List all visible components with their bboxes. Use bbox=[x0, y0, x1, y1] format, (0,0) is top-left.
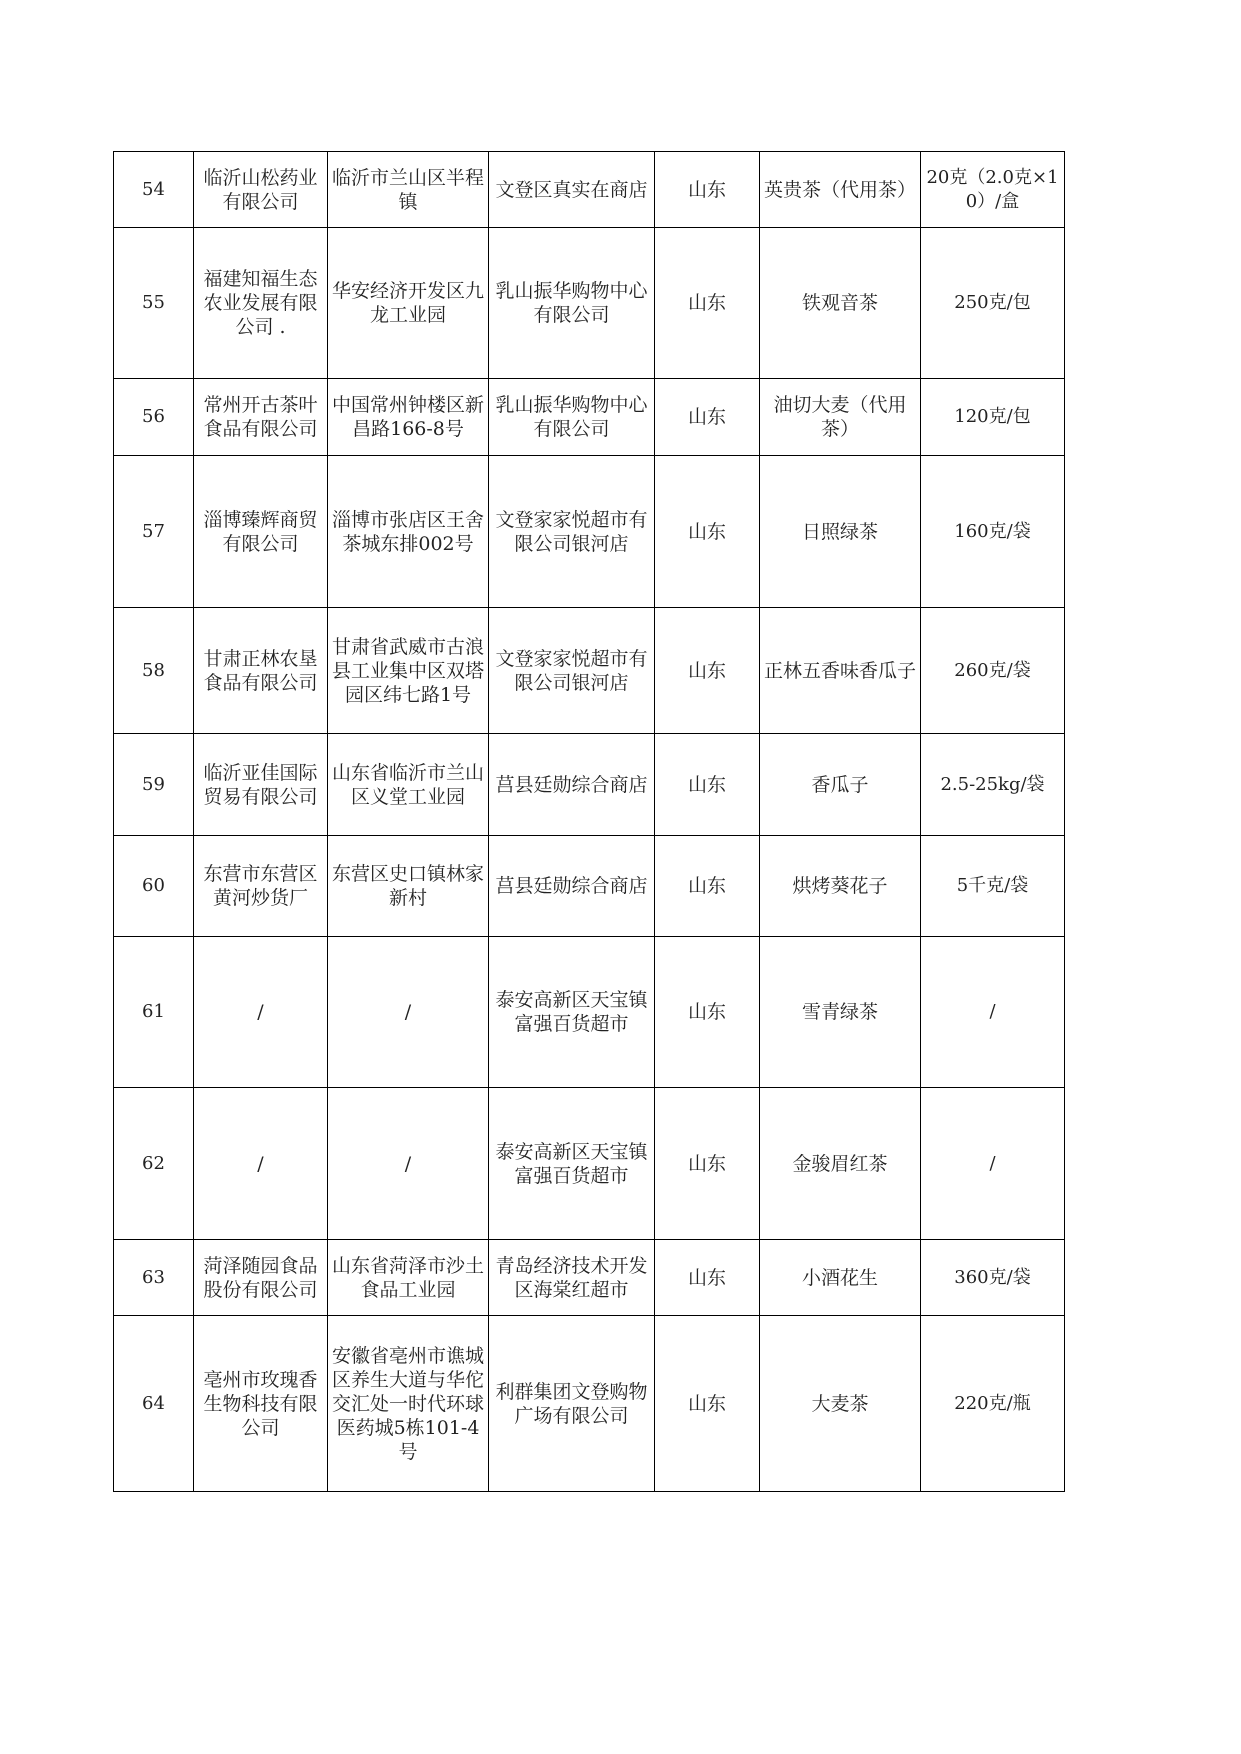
cell-seller: 泰安高新区天宝镇富强百货超市 bbox=[489, 1088, 655, 1240]
cell-address: / bbox=[328, 1088, 489, 1240]
cell-seller: 文登区真实在商店 bbox=[489, 152, 655, 228]
cell-no: 58 bbox=[114, 608, 194, 734]
cell-seller: 青岛经济技术开发区海棠红超市 bbox=[489, 1240, 655, 1316]
cell-manufacturer: 菏泽随园食品股份有限公司 bbox=[194, 1240, 328, 1316]
cell-address: 山东省临沂市兰山区义堂工业园 bbox=[328, 734, 489, 836]
table-row bbox=[114, 1316, 1065, 1492]
cell-manufacturer: 甘肃正林农垦食品有限公司 bbox=[194, 608, 328, 734]
cell-spec: 260克/袋 bbox=[921, 608, 1065, 734]
table-row bbox=[114, 152, 1065, 228]
cell-province: 山东 bbox=[655, 379, 760, 456]
table-row bbox=[114, 379, 1065, 456]
cell-no: 57 bbox=[114, 456, 194, 608]
cell-product: 雪青绿茶 bbox=[760, 937, 921, 1088]
cell-province: 山东 bbox=[655, 1088, 760, 1240]
cell-product: 烘烤葵花子 bbox=[760, 836, 921, 937]
cell-manufacturer: 淄博臻辉商贸有限公司 bbox=[194, 456, 328, 608]
cell-manufacturer: / bbox=[194, 1088, 328, 1240]
cell-no: 61 bbox=[114, 937, 194, 1088]
table-row bbox=[114, 1240, 1065, 1316]
cell-seller: 文登家家悦超市有限公司银河店 bbox=[489, 456, 655, 608]
cell-no: 64 bbox=[114, 1316, 194, 1492]
cell-no: 54 bbox=[114, 152, 194, 228]
cell-province: 山东 bbox=[655, 1240, 760, 1316]
table-row bbox=[114, 608, 1065, 734]
cell-spec: 5千克/袋 bbox=[921, 836, 1065, 937]
cell-province: 山东 bbox=[655, 608, 760, 734]
table-row bbox=[114, 1088, 1065, 1240]
cell-seller: 乳山振华购物中心有限公司 bbox=[489, 379, 655, 456]
cell-manufacturer: 亳州市玫瑰香生物科技有限公司 bbox=[194, 1316, 328, 1492]
table-row bbox=[114, 734, 1065, 836]
cell-address: 甘肃省武威市古浪县工业集中区双塔园区纬七路1号 bbox=[328, 608, 489, 734]
cell-manufacturer: 常州开古茶叶食品有限公司 bbox=[194, 379, 328, 456]
cell-product: 香瓜子 bbox=[760, 734, 921, 836]
cell-spec: 20克（2.0克×10）/盒 bbox=[921, 152, 1065, 228]
cell-address: 安徽省亳州市谯城区养生大道与华佗交汇处一时代环球医药城5栋101-4号 bbox=[328, 1316, 489, 1492]
cell-no: 62 bbox=[114, 1088, 194, 1240]
cell-address: 华安经济开发区九龙工业园 bbox=[328, 228, 489, 379]
cell-province: 山东 bbox=[655, 836, 760, 937]
cell-province: 山东 bbox=[655, 228, 760, 379]
cell-seller: 泰安高新区天宝镇富强百货超市 bbox=[489, 937, 655, 1088]
cell-address: / bbox=[328, 937, 489, 1088]
cell-product: 小酒花生 bbox=[760, 1240, 921, 1316]
cell-no: 63 bbox=[114, 1240, 194, 1316]
cell-province: 山东 bbox=[655, 734, 760, 836]
cell-address: 中国常州钟楼区新昌路166-8号 bbox=[328, 379, 489, 456]
cell-address: 山东省菏泽市沙土食品工业园 bbox=[328, 1240, 489, 1316]
table-row bbox=[114, 456, 1065, 608]
cell-product: 油切大麦（代用茶） bbox=[760, 379, 921, 456]
cell-spec: 160克/袋 bbox=[921, 456, 1065, 608]
cell-province: 山东 bbox=[655, 456, 760, 608]
cell-no: 60 bbox=[114, 836, 194, 937]
cell-spec: / bbox=[921, 1088, 1065, 1240]
cell-spec: / bbox=[921, 937, 1065, 1088]
cell-product: 铁观音茶 bbox=[760, 228, 921, 379]
cell-seller: 利群集团文登购物广场有限公司 bbox=[489, 1316, 655, 1492]
cell-seller: 莒县廷勋综合商店 bbox=[489, 734, 655, 836]
cell-spec: 220克/瓶 bbox=[921, 1316, 1065, 1492]
cell-spec: 360克/袋 bbox=[921, 1240, 1065, 1316]
table-row bbox=[114, 228, 1065, 379]
cell-product: 英贵茶（代用茶） bbox=[760, 152, 921, 228]
cell-no: 56 bbox=[114, 379, 194, 456]
cell-seller: 文登家家悦超市有限公司银河店 bbox=[489, 608, 655, 734]
cell-address: 临沂市兰山区半程镇 bbox=[328, 152, 489, 228]
cell-address: 淄博市张店区王舍茶城东排002号 bbox=[328, 456, 489, 608]
cell-manufacturer: / bbox=[194, 937, 328, 1088]
cell-spec: 120克/包 bbox=[921, 379, 1065, 456]
cell-no: 59 bbox=[114, 734, 194, 836]
cell-product: 大麦茶 bbox=[760, 1316, 921, 1492]
cell-province: 山东 bbox=[655, 937, 760, 1088]
cell-manufacturer: 临沂山松药业有限公司 bbox=[194, 152, 328, 228]
cell-product: 金骏眉红茶 bbox=[760, 1088, 921, 1240]
cell-province: 山东 bbox=[655, 1316, 760, 1492]
cell-province: 山东 bbox=[655, 152, 760, 228]
cell-spec: 2.5-25kg/袋 bbox=[921, 734, 1065, 836]
cell-manufacturer: 临沂亚佳国际贸易有限公司 bbox=[194, 734, 328, 836]
cell-seller: 莒县廷勋综合商店 bbox=[489, 836, 655, 937]
cell-manufacturer: 东营市东营区黄河炒货厂 bbox=[194, 836, 328, 937]
cell-address: 东营区史口镇林家新村 bbox=[328, 836, 489, 937]
cell-product: 正林五香味香瓜子 bbox=[760, 608, 921, 734]
table-row bbox=[114, 836, 1065, 937]
cell-manufacturer: 福建知福生态农业发展有限公司 . bbox=[194, 228, 328, 379]
cell-no: 55 bbox=[114, 228, 194, 379]
cell-seller: 乳山振华购物中心有限公司 bbox=[489, 228, 655, 379]
cell-spec: 250克/包 bbox=[921, 228, 1065, 379]
sampling-results-table bbox=[113, 151, 1065, 1492]
cell-product: 日照绿茶 bbox=[760, 456, 921, 608]
table-row bbox=[114, 937, 1065, 1088]
